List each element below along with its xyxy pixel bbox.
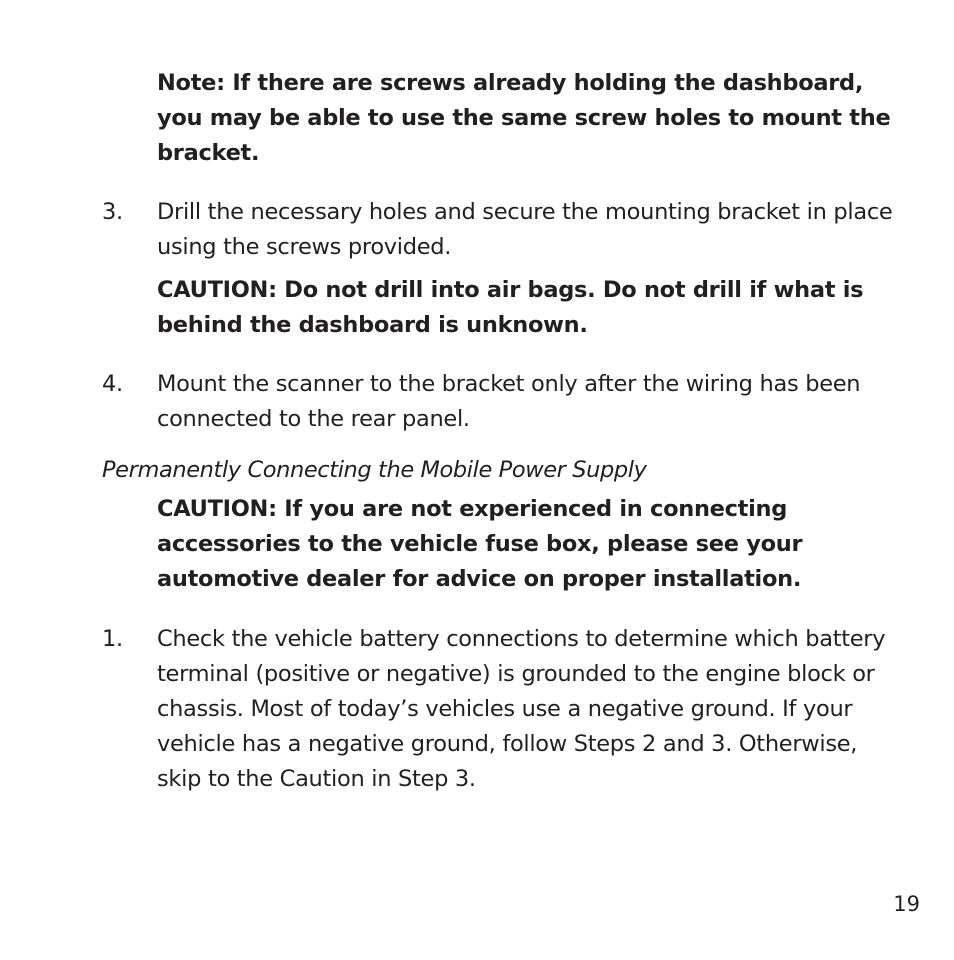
step-4 (102, 367, 902, 437)
step-4-number: 4. (102, 371, 123, 397)
caution-fuse-box: CAUTION: If you are not experienced in connecting accessories to the vehicle fuse box, please see your automotive dealer for advice on proper installation. (157, 496, 803, 592)
step-3 (102, 195, 902, 265)
caution-air-bags: CAUTION: Do not drill into air bags. Do not drill if what is behind the dashboard is unknown. (157, 277, 864, 338)
note-screw-holes: Note: If there are screws already holding the dashboard, you may be able to use the same screw holes to mount the bracket. (157, 70, 891, 166)
step-4-text: Mount the scanner to the bracket only after the wiring has been connected to the rear panel. (157, 371, 861, 432)
step-3-text: Drill the necessary holes and secure the mounting bracket in place using the screws provided. (157, 199, 893, 260)
section-heading: Permanently Connecting the Mobile Power Supply (102, 457, 647, 483)
page-number: 19 (893, 892, 920, 916)
step-3-number: 3. (102, 199, 123, 225)
step-1-number: 1. (102, 626, 123, 652)
step-1-text: Check the vehicle battery connections to determine which battery terminal (positive or negative) is grounded to the engine block or chassis. Most of today’s vehicles use a negative ground. If your vehicle has a negative ground, follow Steps 2 and 3. Otherwise, skip to the Caution in Step 3. (157, 626, 886, 792)
step-1 (102, 622, 902, 797)
